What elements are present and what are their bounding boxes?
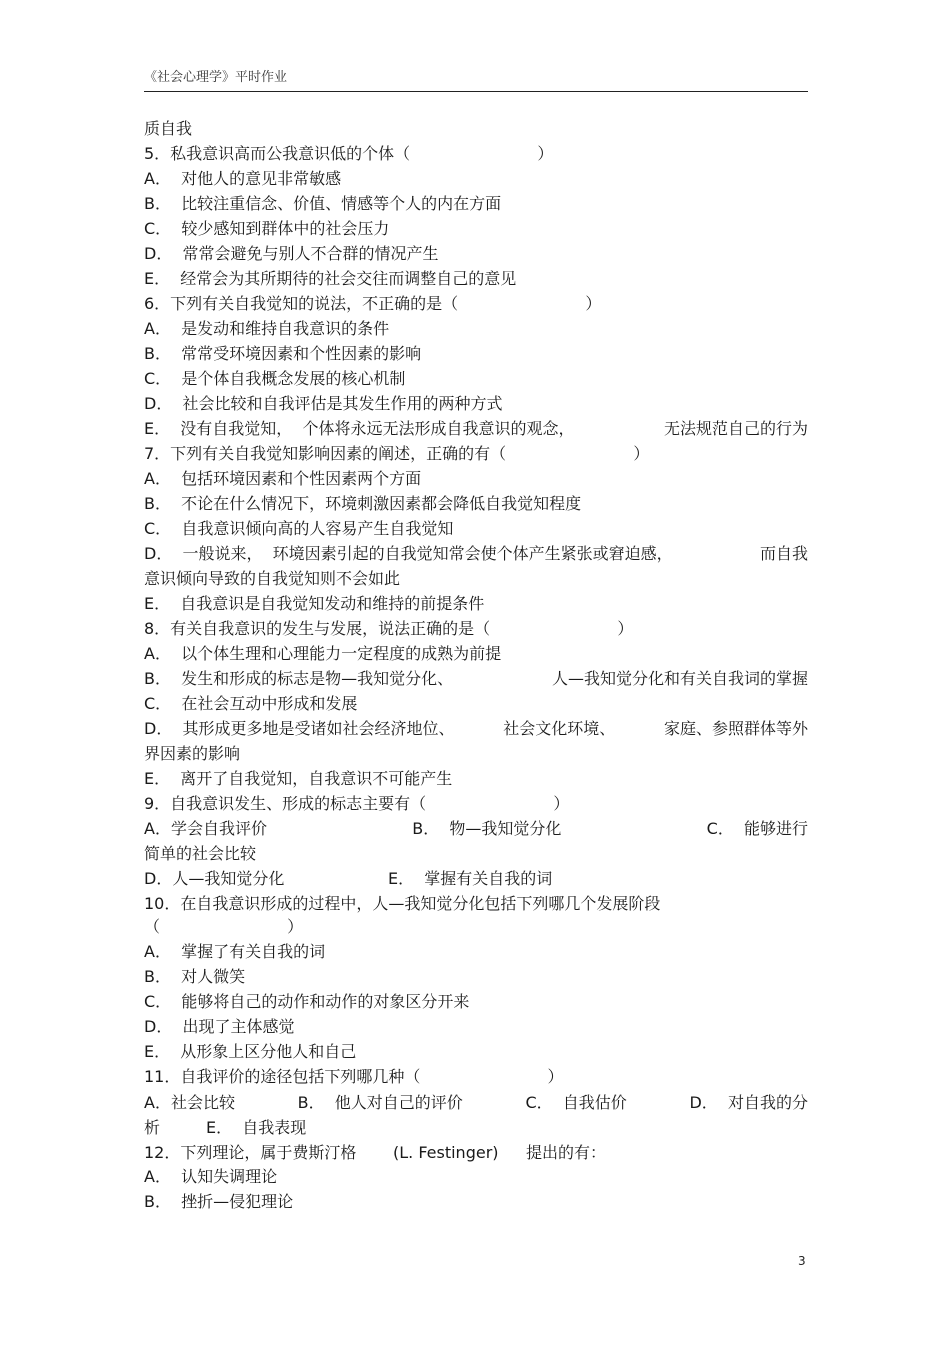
option-8d — [144, 719, 808, 739]
options-9-row1 — [144, 819, 808, 839]
option-8c: C． 在社会互动中形成和发展 — [144, 694, 358, 713]
option-8d-part1: D． 其形成更多地是受诸如社会经济地位、 — [144, 719, 455, 738]
option-8e: E． 离开了自我觉知，自我意识不可能产生 — [144, 769, 453, 788]
option-6c: C． 是个体自我概念发展的核心机制 — [144, 369, 406, 388]
page-number: 3 — [798, 1254, 806, 1268]
page-header — [144, 63, 808, 92]
question-12-part2: (L. Festinger) — [393, 1143, 499, 1162]
option-10c: C． 能够将自己的动作和动作的对象区分开来 — [144, 992, 470, 1011]
option-9c-continued: 简单的社会比较 — [144, 844, 257, 863]
question-10-paren: （ ） — [144, 917, 304, 936]
option-6b: B． 常常受环境因素和个性因素的影响 — [144, 344, 422, 363]
option-8d-continued: 界因素的影响 — [144, 744, 241, 763]
question-9: 9．自我意识发生、形成的标志主要有（ ） — [144, 794, 570, 813]
option-6e-part1: E． 没有自我觉知， 个体将永远无法形成自我意识的观念， — [144, 419, 575, 438]
option-10a: A． 掌握了有关自我的词 — [144, 942, 326, 961]
option-9e: E． 掌握有关自我的词 — [388, 869, 553, 888]
option-7d-continued: 意识倾向导致的自我觉知则不会如此 — [144, 569, 401, 588]
options-11-row1 — [144, 1093, 808, 1113]
question-8: 8．有关自我意识的发生与发展，说法正确的是（ ） — [144, 619, 634, 638]
text-line: 质自我 — [144, 119, 193, 138]
option-9d: D．人—我知觉分化 — [144, 869, 285, 888]
header-title: 《社会心理学》平时作业 — [144, 70, 288, 85]
question-10: 10．在自我意识形成的过程中，人—我知觉分化包括下列哪几个发展阶段 — [144, 894, 661, 913]
option-8b-part1: B． 发生和形成的标志是物—我知觉分化、 — [144, 669, 454, 688]
question-5: 5．私我意识高而公我意识低的个体（ ） — [144, 144, 554, 163]
option-5a: A． 对他人的意见非常敏感 — [144, 169, 342, 188]
option-7d-part1: D． 一般说来， 环境因素引起的自我觉知常会使个体产生紧张或窘迫感， — [144, 544, 673, 563]
option-7d-part2: 而自我 — [759, 544, 808, 563]
option-5d: D． 常常会避免与别人不合群的情况产生 — [144, 244, 439, 263]
option-6a: A． 是发动和维持自我意识的条件 — [144, 319, 390, 338]
option-5e: E． 经常会为其所期待的社会交往而调整自己的意见 — [144, 269, 517, 288]
option-7d — [144, 544, 808, 564]
option-10b: B． 对人微笑 — [144, 967, 246, 986]
option-12a: A． 认知失调理论 — [144, 1167, 278, 1186]
option-7a: A． 包括环境因素和个性因素两个方面 — [144, 469, 422, 488]
question-11: 11．自我评价的途径包括下列哪几种（ ） — [144, 1067, 564, 1086]
option-8d-part2: 社会文化环境、 — [503, 719, 616, 738]
option-11b: B． 他人对自己的评价 — [297, 1093, 463, 1112]
option-5b: B． 比较注重信念、价值、情感等个人的内在方面 — [144, 194, 502, 213]
option-9c: C． 能够进行 — [706, 819, 808, 838]
option-8d-part3: 家庭、参照群体等外 — [663, 719, 808, 738]
option-9b: B． 物—我知觉分化 — [412, 819, 562, 838]
question-12-part3: 提出的有： — [526, 1143, 607, 1162]
option-11c: C． 自我估价 — [525, 1093, 627, 1112]
option-8b-part2: 人—我知觉分化和有关自我词的掌握 — [551, 669, 808, 688]
option-7c: C． 自我意识倾向高的人容易产生自我觉知 — [144, 519, 454, 538]
option-10e: E． 从形象上区分他人和自己 — [144, 1042, 357, 1061]
option-6d: D． 社会比较和自我评估是其发生作用的两种方式 — [144, 394, 503, 413]
question-7: 7．下列有关自我觉知影响因素的阐述，正确的有（ ） — [144, 444, 650, 463]
option-11a: A．社会比较 — [144, 1093, 235, 1112]
option-7e: E． 自我意识是自我觉知发动和维持的前提条件 — [144, 594, 485, 613]
option-11d-continued: 析 — [144, 1118, 161, 1137]
option-5c: C． 较少感知到群体中的社会压力 — [144, 219, 390, 238]
option-8a: A． 以个体生理和心理能力一定程度的成熟为前提 — [144, 644, 502, 663]
option-7b: B． 不论在什么情况下，环境刺激因素都会降低自我觉知程度 — [144, 494, 582, 513]
option-6e-part2: 无法规范自己的行为 — [663, 419, 808, 438]
option-10d: D． 出现了主体感觉 — [144, 1017, 295, 1036]
option-12b: B． 挫折—侵犯理论 — [144, 1192, 294, 1211]
question-12-part1: 12．下列理论，属于费斯汀格 — [144, 1143, 357, 1162]
option-11e: E． 自我表现 — [206, 1118, 307, 1137]
option-9a: A．学会自我评价 — [144, 819, 267, 838]
option-6e — [144, 419, 808, 439]
question-6: 6．下列有关自我觉知的说法，不正确的是（ ） — [144, 294, 602, 313]
option-8b — [144, 669, 808, 689]
option-11d: D． 对自我的分 — [689, 1093, 808, 1112]
